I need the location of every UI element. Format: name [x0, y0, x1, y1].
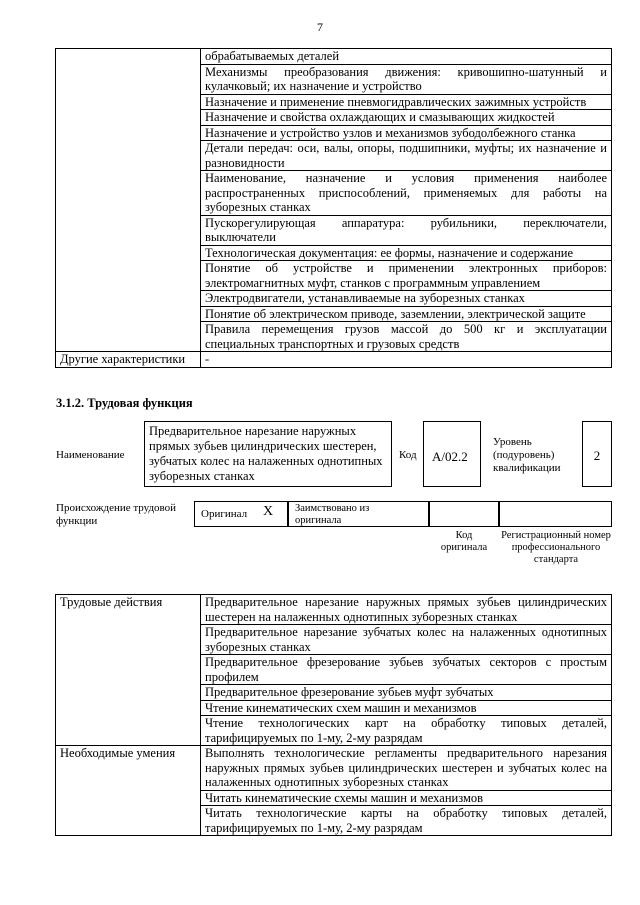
borrowed-label: Заимствовано из оригинала — [295, 503, 370, 526]
table-row: Предварительное фрезерование зубьев муфт зубчатых — [201, 685, 612, 701]
table-row: Чтение технологических карт на обработку типовых деталей, тарифицируемых по 1-му, 2-му разрядам — [201, 716, 612, 746]
table-row: Назначение и свойства охлаждающих и смазывающих жидкостей — [201, 110, 612, 126]
section-heading: 3.1.2. Трудовая функция — [56, 396, 193, 410]
code-value-box: А/02.2 — [423, 421, 481, 487]
table-row: Наименование, назначение и условия применения наиболее распространенных приспособлений, применяемых для работы на зуборезных станках — [201, 171, 612, 216]
table-row: Понятие об электрическом приводе, заземлении, электрической защите — [201, 306, 612, 322]
table-row: Электродвигатели, устанавливаемые на зуборезных станках — [201, 291, 612, 307]
reg-number-caption: Регистрационный номер профессионального стандарта — [501, 530, 611, 565]
knowledge-label-cell — [56, 49, 201, 352]
table-row: Предварительное нарезание зубчатых колес на налаженных однотипных зуборезных станках — [201, 625, 612, 655]
other-characteristics-label: Другие характеристики — [56, 352, 201, 368]
table-row: Детали передач: оси, валы, опоры, подшипники, муфты; их назначение и разновидности — [201, 141, 612, 171]
original-label: Оригинал — [201, 508, 248, 520]
table-row: Механизмы преобразования движения: кривошипно-шатунный и кулачковый; их назначение и устройство — [201, 64, 612, 94]
table-row: обрабатываемых деталей — [201, 49, 612, 65]
original-box — [194, 501, 288, 527]
code-original-caption: Код оригинала — [440, 530, 488, 553]
origin-label: Происхождение трудовой функции — [56, 502, 177, 527]
actions-skills-table — [55, 594, 612, 836]
table-row: Читать кинематические схемы машин и механизмов — [201, 790, 612, 806]
level-value-box: 2 — [582, 421, 612, 487]
level-label: Уровень (подуровень) квалификации — [493, 436, 561, 474]
code-label: Код — [399, 449, 417, 461]
table-row: Понятие об устройстве и применении электронных приборов: электромагнитных муфт, станков с программным управлением — [201, 261, 612, 291]
reg-number-box — [499, 501, 612, 527]
table-row: Читать технологические карты на обработку типовых деталей, тарифицируемых по 1-му, 2-му разрядам — [201, 806, 612, 836]
table-row: Правила перемещения грузов массой до 500 кг и эксплуатации специальных транспортных и грузовых средств — [201, 322, 612, 352]
labor-actions-label: Трудовые действия — [56, 595, 201, 746]
table-row: Предварительное фрезерование зубьев зубчатых секторов с простым профилем — [201, 655, 612, 685]
code-original-box — [429, 501, 499, 527]
other-characteristics-value: - — [201, 352, 612, 368]
original-mark: X — [263, 504, 274, 519]
knowledge-table — [55, 48, 612, 368]
table-row: Назначение и применение пневмогидравлических зажимных устройств — [201, 94, 612, 110]
table-row: Пускорегулирующая аппаратура: рубильники, переключатели, выключатели — [201, 215, 612, 245]
name-label: Наименование — [56, 449, 125, 461]
table-row: Предварительное нарезание наружных прямых зубьев цилиндрических шестерен на налаженных однотипных зуборезных станках — [201, 595, 612, 625]
page-number: 7 — [317, 20, 323, 34]
table-row: Чтение кинематических схем машин и механизмов — [201, 700, 612, 716]
borrowed-box — [288, 501, 429, 527]
table-row: Назначение и устройство узлов и механизмов зубодолбежного станка — [201, 125, 612, 141]
table-row: Выполнять технологические регламенты предварительного нарезания наружных прямых зубьев цилиндрических шестерен и зубчатых колес на налаженных однотипных зуборезных станках — [201, 746, 612, 791]
table-row: Технологическая документация: ее формы, назначение и содержание — [201, 245, 612, 261]
required-skills-label: Необходимые умения — [56, 746, 201, 836]
function-name-box: Предварительное нарезание наружных прямых зубьев цилиндрических шестерен, зубчатых колес на налаженных однотипных зуборезных станках — [144, 421, 392, 487]
